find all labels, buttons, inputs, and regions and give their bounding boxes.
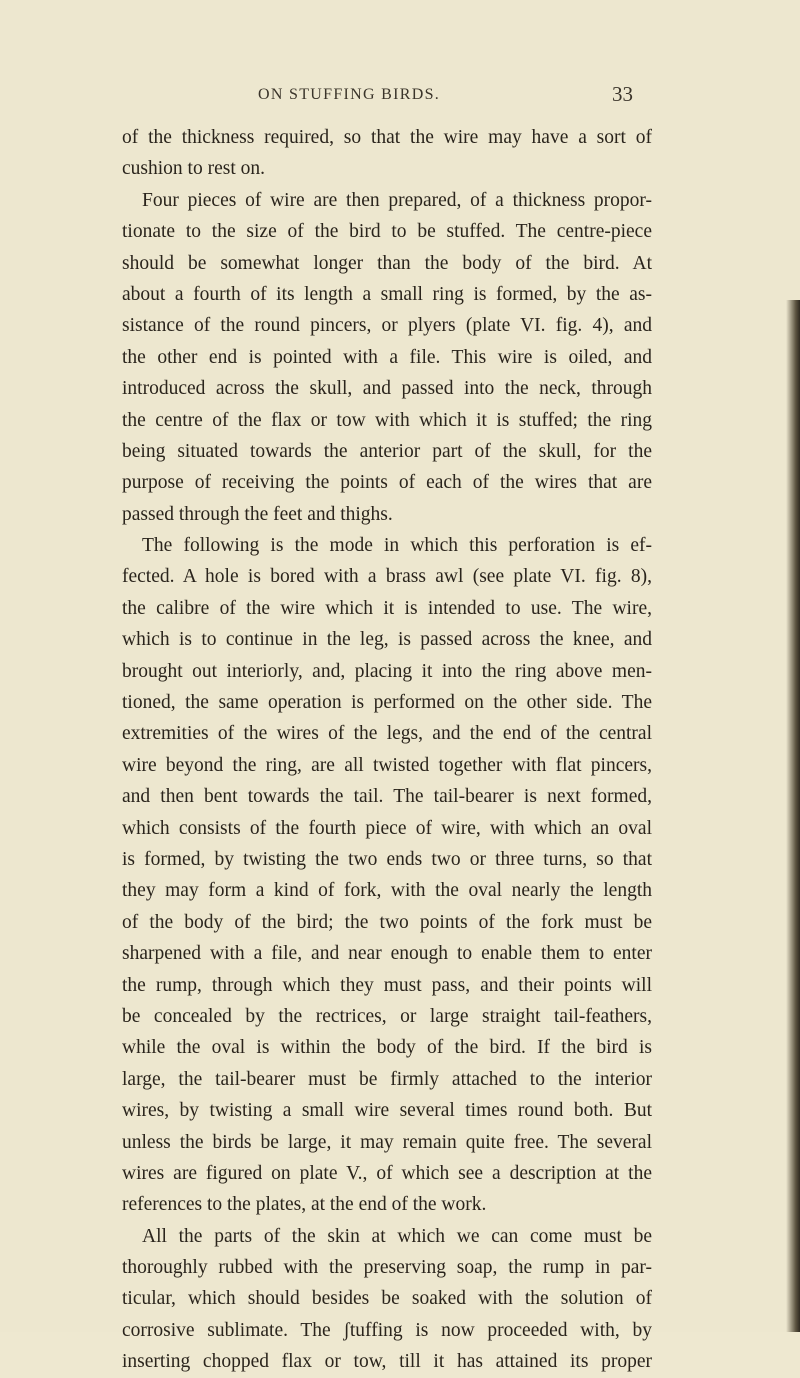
page-edge-shadow bbox=[786, 300, 800, 1332]
text-line: references to the plates, at the end of the work. bbox=[122, 1194, 487, 1216]
text-line: being situated towards the anterior part of the skull, for the bbox=[122, 440, 652, 462]
text-line: introduced across the skull, and passed into the neck, through bbox=[122, 378, 652, 400]
text-line: which is to continue in the leg, is passed across the knee, and bbox=[122, 629, 652, 651]
text-line: corrosive sublimate. The ʃtuffing is now proceeded with, by bbox=[122, 1319, 652, 1341]
text-line: should be somewhat longer than the body of the bird. At bbox=[122, 252, 652, 274]
running-head: ON STUFFING BIRDS. bbox=[258, 86, 441, 103]
text-line: All the parts of the skin at which we can come must be bbox=[142, 1225, 652, 1247]
text-line: tionate to the size of the bird to be stuffed. The centre-piece bbox=[122, 221, 652, 243]
text-line: the calibre of the wire which it is intended to use. The wire, bbox=[122, 597, 652, 619]
body-text bbox=[122, 122, 652, 1378]
text-line: about a fourth of its length a small ring is formed, by the as- bbox=[122, 283, 652, 305]
page-number: 33 bbox=[612, 82, 633, 106]
text-line: The following is the mode in which this perforation is ef- bbox=[142, 535, 652, 557]
text-line: sharpened with a file, and near enough to enable them to enter bbox=[122, 943, 652, 965]
text-line: which consists of the fourth piece of wire, with which an oval bbox=[122, 817, 652, 839]
text-line: inserting chopped flax or tow, till it has attained its proper bbox=[122, 1351, 652, 1373]
text-line: purpose of receiving the points of each of the wires that are bbox=[122, 472, 652, 494]
text-line: and then bent towards the tail. The tail-bearer is next formed, bbox=[122, 786, 652, 808]
text-line: cushion to rest on. bbox=[122, 158, 265, 180]
text-line: is formed, by twisting the two ends two or three turns, so that bbox=[122, 848, 652, 870]
text-line: of the thickness required, so that the wire may have a sort of bbox=[122, 127, 652, 148]
text-line: be concealed by the rectrices, or large straight tail-feathers, bbox=[122, 1005, 652, 1027]
text-line: while the oval is within the body of the bird. If the bird is bbox=[122, 1037, 652, 1059]
text-line: fected. A hole is bored with a brass awl (see plate VI. fig. 8), bbox=[122, 566, 652, 588]
text-line: sistance of the round pincers, or plyers (plate VI. fig. 4), and bbox=[122, 315, 652, 337]
text-line: brought out interiorly, and, placing it into the ring above men- bbox=[122, 660, 652, 682]
text-line: thoroughly rubbed with the preserving soap, the rump in par- bbox=[122, 1257, 652, 1279]
text-line: of the body of the bird; the two points of the fork must be bbox=[122, 911, 652, 933]
text-line: wires, by twisting a small wire several times round both. But bbox=[122, 1100, 652, 1122]
text-line: the centre of the flax or tow with which it is stuffed; the ring bbox=[122, 409, 652, 431]
page-header bbox=[0, 82, 800, 112]
text-line: wire beyond the ring, are all twisted together with flat pincers, bbox=[122, 754, 652, 776]
text-line: ticular, which should besides be soaked with the solution of bbox=[122, 1288, 652, 1310]
text-line: extremities of the wires of the legs, and the end of the central bbox=[122, 723, 652, 745]
text-line: unless the birds be large, it may remain quite free. The several bbox=[122, 1131, 652, 1153]
text-line: passed through the feet and thighs. bbox=[122, 503, 393, 525]
text-line: the other end is pointed with a file. This wire is oiled, and bbox=[122, 346, 652, 368]
text-line: large, the tail-bearer must be firmly attached to the interior bbox=[122, 1068, 652, 1090]
text-line: wires are figured on plate V., of which see a description at the bbox=[122, 1162, 652, 1184]
text-line: they may form a kind of fork, with the oval nearly the length bbox=[122, 880, 652, 902]
text-line: tioned, the same operation is performed on the other side. The bbox=[122, 692, 652, 714]
text-line: the rump, through which they must pass, and their points will bbox=[122, 974, 652, 996]
text-line: Four pieces of wire are then prepared, of a thickness propor- bbox=[142, 189, 652, 211]
